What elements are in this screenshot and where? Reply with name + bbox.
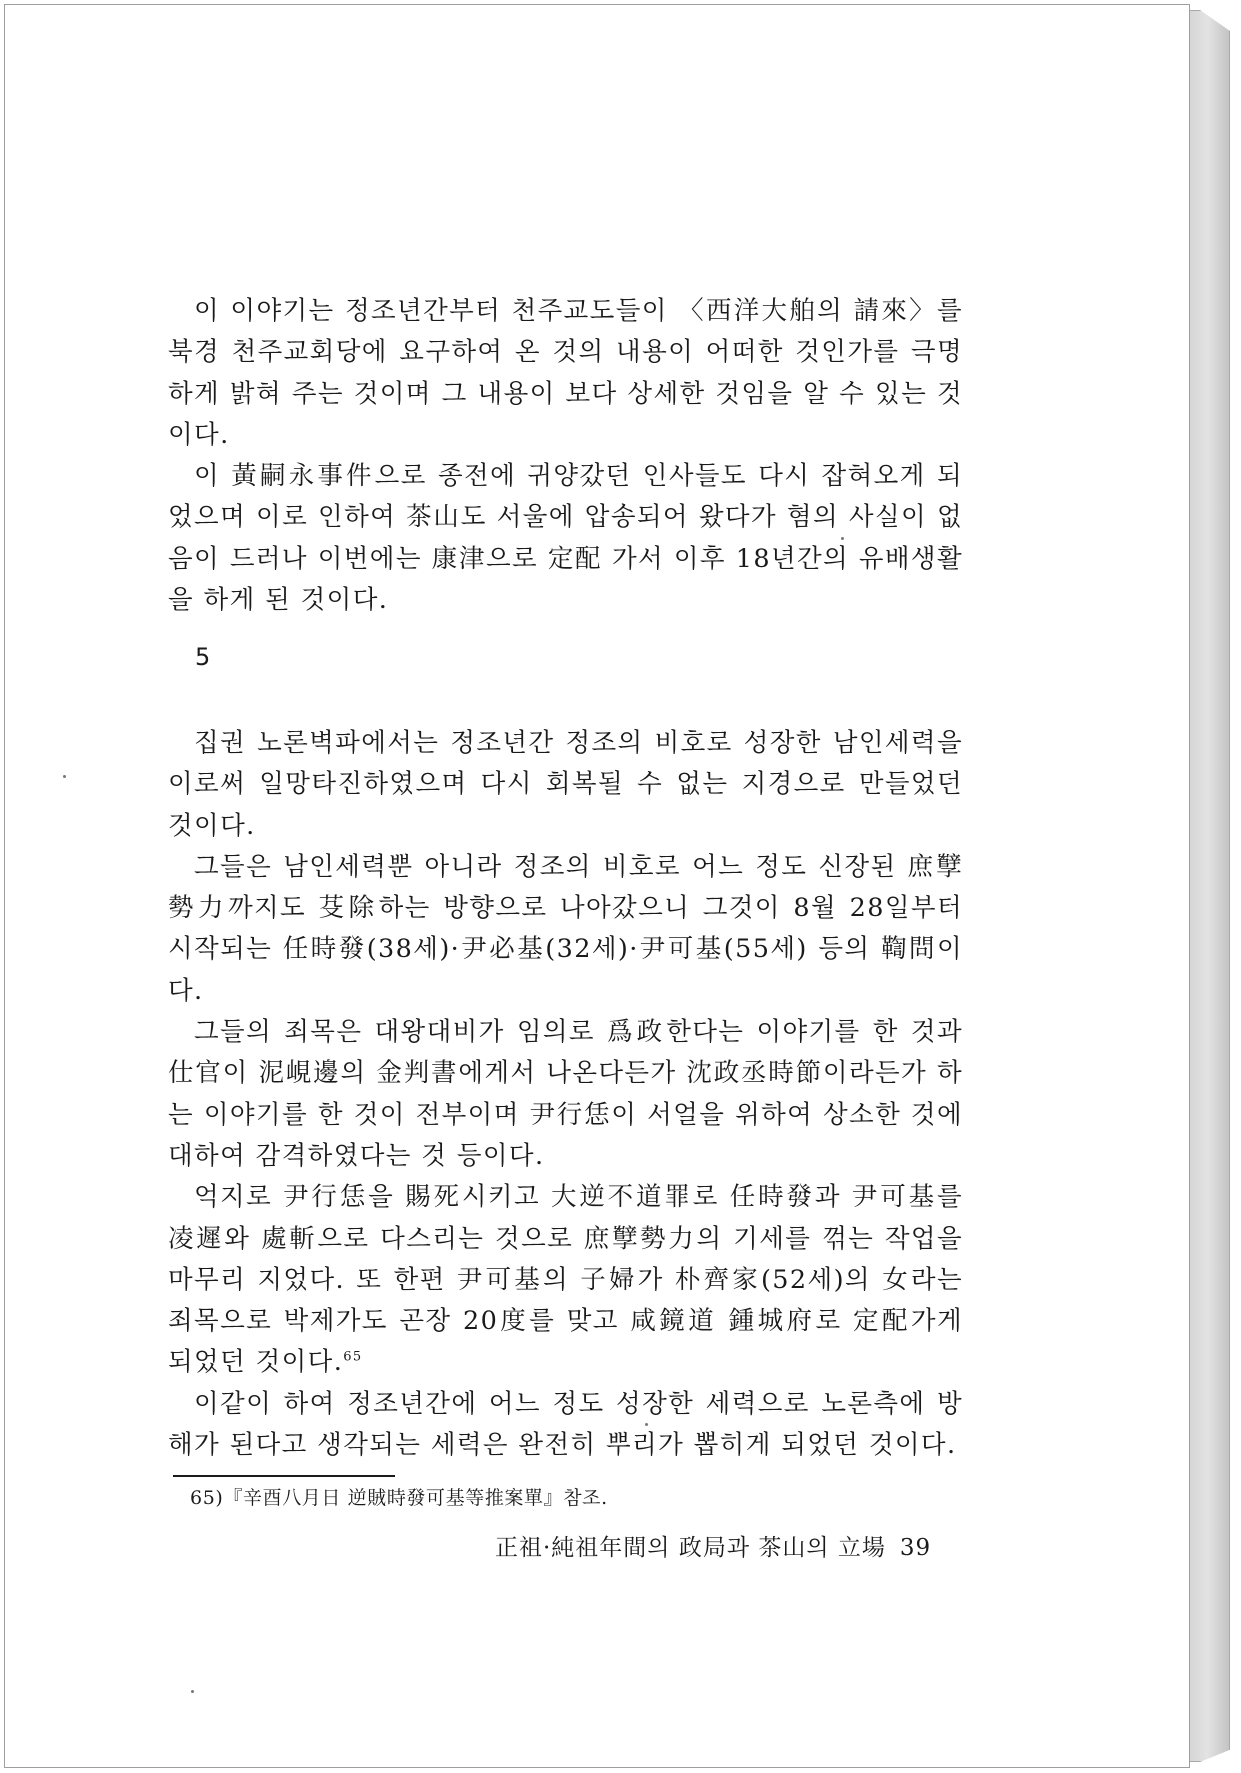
paragraph: 집권 노론벽파에서는 정조년간 정조의 비호로 성장한 남인세력을 이로써 일망타진하였으며 다시 회복될 수 없는 지경으로 만들었던 것이다. (168, 728, 963, 841)
print-speck (63, 775, 66, 778)
print-speck (191, 1690, 194, 1693)
footnote-marker[interactable]: 65 (343, 1349, 363, 1365)
body-text-bottom (168, 723, 963, 1466)
paragraph: 이 이야기는 정조년간부터 천주교도들이 〈西洋大舶의 請來〉를 북경 천주교회당에 요구하여 온 것의 내용이 어떠한 것인가를 극명하게 밝혀 주는 것이며 그 내용이 보다 상세한 것임을 알 수 있는 것이다. (168, 296, 963, 450)
paragraph-text: 억지로 尹行恁을 賜死시키고 大逆不道罪로 任時發과 尹可基를 凌遲와 處斬으로 다스리는 것으로 庶孼勢力의 기세를 꺾는 작업을 마무리 지었다. 또 한편 尹可基의 子婦가 朴齊家(52세)의 女라는 죄목으로 박제가도 곤장 20度를 맞고 咸鏡道 鍾城府로 定配가게 되었던 것이다. (168, 1182, 963, 1378)
print-speck (841, 537, 844, 540)
print-speck (645, 1423, 648, 1426)
running-footer (495, 1529, 931, 1562)
paragraph: 그들은 남인세력뿐 아니라 정조의 비호로 어느 정도 신장된 庶孼勢力까지도 芟除하는 방향으로 나아갔으니 그것이 8월 28일부터 시작되는 任時發(38세)·尹必基(32세)·尹可基(55세) 등의 鞫問이다. (168, 851, 963, 1006)
page-number: 39 (899, 1535, 932, 1561)
body-text-top (168, 291, 963, 621)
book-page (4, 4, 1190, 1768)
paragraph: 이같이 하여 정조년간에 어느 정도 성장한 세력으로 노론측에 방해가 된다고 생각되는 세력은 완전히 뿌리가 뽑히게 되었던 것이다. (168, 1388, 963, 1461)
paragraph: 이 黃嗣永事件으로 종전에 귀양갔던 인사들도 다시 잡혀오게 되었으며 이로 인하여 茶山도 서울에 압송되어 왔다가 혐의 사실이 없음이 드러나 이번에는 康津으로 定配 가서 이후 18년간의 유배생활을 하게 된 것이다. (168, 461, 963, 616)
paragraph: 그들의 죄목은 대왕대비가 임의로 爲政한다는 이야기를 한 것과 仕官이 泥峴邊의 金判書에게서 나온다든가 沈政丞時節이라든가 하는 이야기를 한 것이 전부이며 尹行恁이 서얼을 위하여 상소한 것에 대하여 감격하였다는 것 등이다. (168, 1017, 963, 1171)
footnote-divider (173, 1475, 395, 1477)
paragraph-with-footnote (168, 1177, 963, 1383)
running-footer-title: 正祖·純祖年間의 政局과 茶山의 立場 (495, 1535, 886, 1561)
footnote: 65)『辛酉八月日 逆賊時發可基等推案單』참조. (190, 1487, 608, 1509)
section-number: 5 (195, 643, 211, 671)
